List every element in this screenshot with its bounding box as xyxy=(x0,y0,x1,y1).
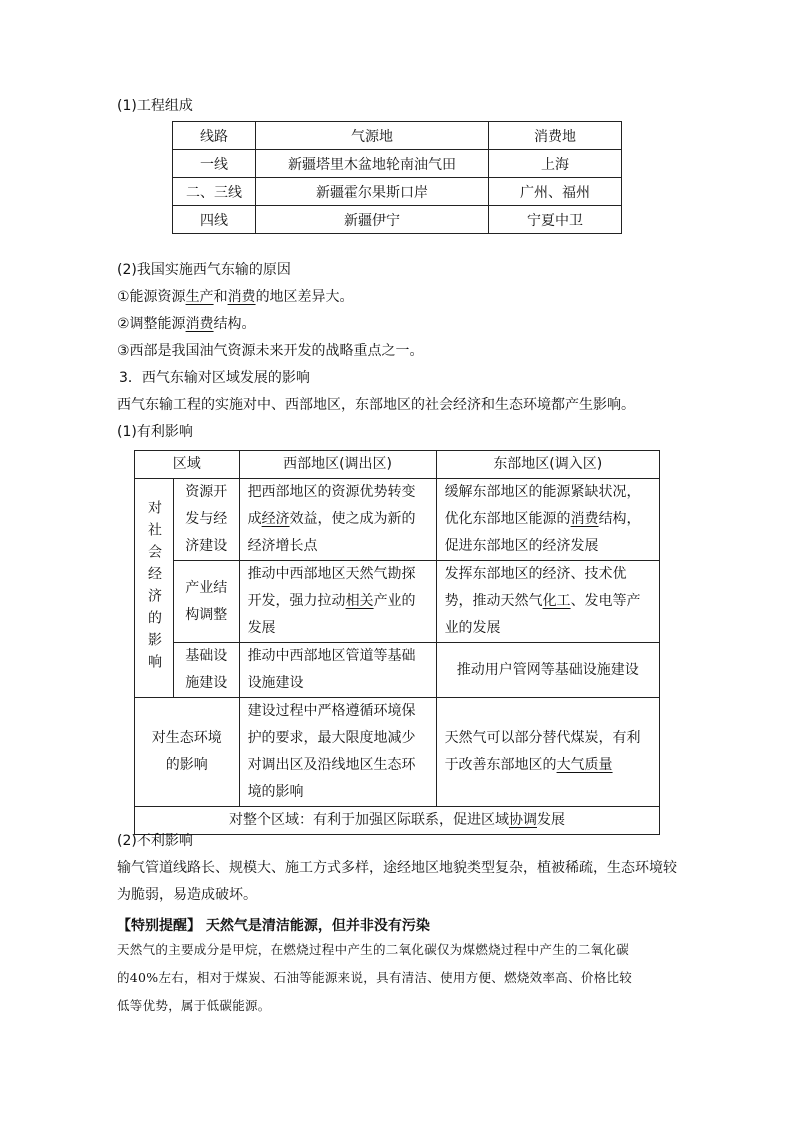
table-cell: 一线 xyxy=(173,150,256,178)
table-header-row xyxy=(173,122,622,150)
table-row xyxy=(135,643,660,698)
row-label: 对生态环境的影响 xyxy=(135,698,240,807)
table-header-cell: 西部地区(调出区) xyxy=(239,451,436,479)
table-cell: 推动用户管网等基础设施建设 xyxy=(436,643,659,698)
tip-line: 低等优势，属于低碳能源。 xyxy=(117,998,271,1013)
table-cell: 宁夏中卫 xyxy=(489,206,622,234)
table-cell: 推动中西部地区天然气勘探开发，强力拉动相关产业的发展 xyxy=(239,561,436,643)
table-cell: 新疆伊宁 xyxy=(256,206,489,234)
table-row xyxy=(135,807,660,835)
table-row xyxy=(135,561,660,643)
table-header-row xyxy=(135,451,660,479)
tip-line: 天然气的主要成分是甲烷，在燃烧过程中产生的二氧化碳仅为煤燃烧过程中产生的二氧化碳 xyxy=(117,942,630,957)
group-label: 对社会经济的影响 xyxy=(135,479,174,698)
table-header-cell: 气源地 xyxy=(256,122,489,150)
table-row xyxy=(173,178,622,206)
table-cell: 广州、福州 xyxy=(489,178,622,206)
table-row xyxy=(135,479,660,561)
reason-2: ②调整能源消费结构。 xyxy=(117,316,256,332)
tip-title: 【特别提醒】 天然气是清洁能源，但并非没有污染 xyxy=(117,918,430,934)
table-row xyxy=(173,206,622,234)
table-cell: 四线 xyxy=(173,206,256,234)
tip-line: 的40%左右，相对于煤炭、石油等能源来说，具有清洁、使用方便、燃烧效率高、价格比较 xyxy=(117,970,633,985)
table-header-cell: 区域 xyxy=(135,451,240,479)
impact-table xyxy=(134,450,660,835)
unfavorable-text: 输气管道线路长、规模大、施工方式多样，途经地区地貌类型复杂，植被稀疏，生态环境较 xyxy=(117,860,677,876)
section-heading-impact: 3．西气东输对区域发展的影响 xyxy=(119,370,310,386)
row-label: 资源开发与经济建设 xyxy=(174,479,240,561)
section-heading-composition: (1)工程组成 xyxy=(117,98,193,114)
table-cell: 新疆霍尔果斯口岸 xyxy=(256,178,489,206)
row-label: 基础设施建设 xyxy=(174,643,240,698)
reason-3: ③西部是我国油气资源未来开发的战略重点之一。 xyxy=(117,343,424,359)
table-cell: 新疆塔里木盆地轮南油气田 xyxy=(256,150,489,178)
table-cell: 发挥东部地区的经济、技术优势，推动天然气化工、发电等产业的发展 xyxy=(436,561,659,643)
table-cell: 把西部地区的资源优势转变成经济效益，使之成为新的经济增长点 xyxy=(239,479,436,561)
unfavorable-text: 为脆弱，易造成破坏。 xyxy=(117,887,257,903)
table-header-cell: 消费地 xyxy=(489,122,622,150)
table-cell: 缓解东部地区的能源紧缺状况，优化东部地区能源的消费结构，促进东部地区的经济发展 xyxy=(436,479,659,561)
table-footer-cell: 对整个区域：有利于加强区际联系，促进区域协调发展 xyxy=(135,807,660,835)
table-cell: 二、三线 xyxy=(173,178,256,206)
table-header-cell: 线路 xyxy=(173,122,256,150)
favorable-heading: (1)有利影响 xyxy=(117,424,193,440)
table-header-cell: 东部地区(调入区) xyxy=(436,451,659,479)
table-row xyxy=(135,698,660,807)
table-row xyxy=(173,150,622,178)
table-cell: 上海 xyxy=(489,150,622,178)
unfavorable-heading: (2)不利影响 xyxy=(117,833,193,849)
table-cell: 推动中西部地区管道等基础设施建设 xyxy=(239,643,436,698)
row-label: 产业结构调整 xyxy=(174,561,240,643)
section-heading-reasons: (2)我国实施西气东输的原因 xyxy=(117,262,291,278)
pipeline-table xyxy=(172,121,622,234)
table-cell: 建设过程中严格遵循环境保护的要求，最大限度地减少对调出区及沿线地区生态环境的影响 xyxy=(239,698,436,807)
impact-intro: 西气东输工程的实施对中、西部地区，东部地区的社会经济和生态环境都产生影响。 xyxy=(117,397,635,413)
table-cell: 天然气可以部分替代煤炭，有利于改善东部地区的大气质量 xyxy=(436,698,659,807)
reason-1: ①能源资源生产和消费的地区差异大。 xyxy=(117,289,354,305)
